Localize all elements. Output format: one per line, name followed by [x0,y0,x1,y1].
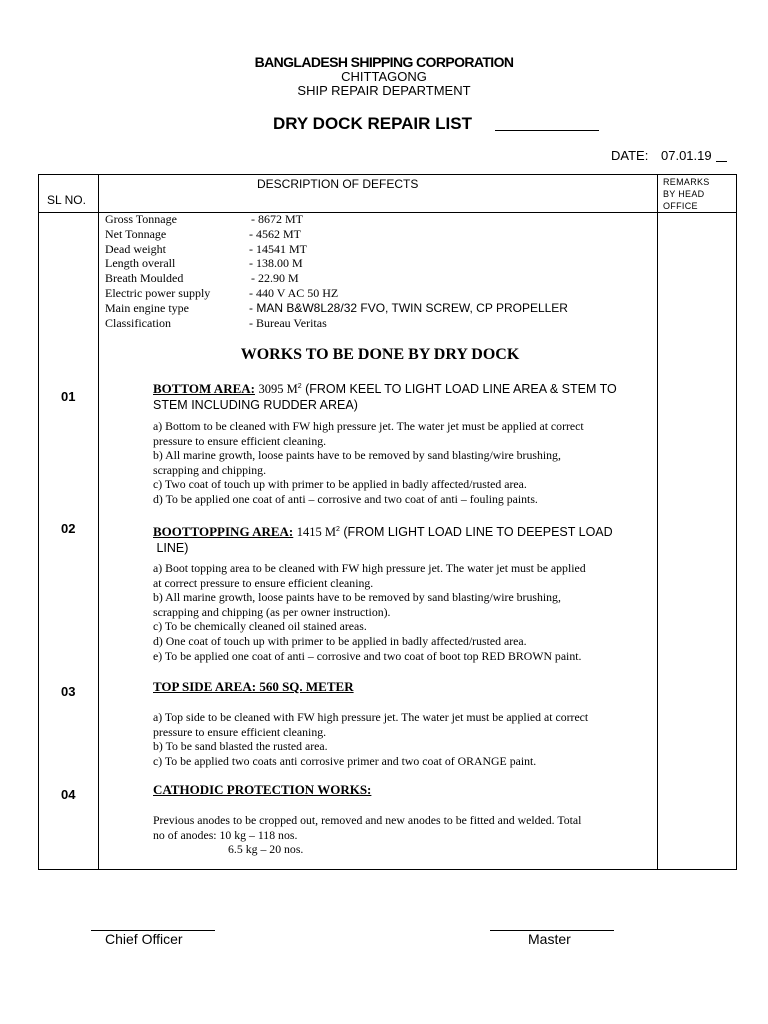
spec-value: - 22.90 M [251,271,299,285]
section-area: 3095 M [258,382,298,397]
spec-value: - Bureau Veritas [249,316,327,330]
body-line: scrapping and chipping (as per owner instruction). [153,604,391,619]
spec-label: Main engine type [105,301,189,315]
section-heading-rest: STEM INCLUDING RUDDER AREA) [153,398,358,413]
document-title: DRY DOCK REPAIR LIST [273,114,472,133]
serial-number: 03 [61,684,76,699]
section-heading [153,379,617,413]
body-line: d) To be applied one coat of anti – corrosive and two coat of anti – fouling paints. [153,491,538,506]
sl-no-header: SL NO. [47,193,86,207]
body-line: scrapping and chipping. [153,462,267,477]
spec-value: - 440 V AC 50 HZ [249,286,339,300]
remarks-header [663,176,723,212]
section-body [153,813,653,857]
date-value: 07.01.19 [661,148,712,163]
date-label: DATE: [611,148,649,163]
body-line: e) To be applied one coat of anti – corrosive and two coat of boot top RED BROWN paint. [153,648,582,663]
body-line: a) Boot topping area to be cleaned with FW high pressure jet. The water jet must be applied [153,561,586,575]
body-line: Previous anodes to be cropped out, removed and new anodes to be fitted and welded. Total [153,813,582,827]
remarks-header-text: REMARKS BY HEAD OFFICE [663,177,710,211]
spec-label: Net Tonnage [105,227,167,241]
spec-value: - 138.00 M [249,256,303,270]
section-heading [153,522,613,556]
area-exponent: 2 [297,383,302,390]
spec-label: Gross Tonnage [105,212,177,226]
body-line: a) Top side to be cleaned with FW high pressure jet. The water jet must be applied at correct [153,710,589,724]
spec-label: Length overall [105,256,176,270]
column-divider [657,175,658,869]
section-area: 1415 M [296,525,336,540]
spec-label: Classification [105,316,171,330]
spec-value: - 14541 MT [249,242,307,256]
section-heading: CATHODIC PROTECTION WORKS: [153,782,372,797]
body-line: b) To be sand blasted the rusted area. [153,739,328,754]
section-body [153,710,653,768]
section-body [153,419,653,507]
spec-value: - MAN B&W8L28/32 FVO, TWIN SCREW, CP PROPELLER [249,301,568,315]
body-line: c) To be chemically cleaned oil stained areas. [153,619,367,634]
serial-number: 02 [61,521,76,536]
body-line: at correct pressure to ensure efficient cleaning. [153,575,374,590]
spec-label: Breath Moulded [105,271,184,285]
date-underline [716,161,727,162]
spec-value: - 4562 MT [249,227,301,241]
body-line: 6.5 kg – 20 nos. [228,842,304,857]
spec-label: Dead weight [105,242,166,256]
body-line: pressure to ensure efficient cleaning. [153,433,327,448]
section-heading: TOP SIDE AREA: 560 SQ. METER [153,679,354,694]
area-exponent: 2 [336,526,340,533]
description-header: DESCRIPTION OF DEFECTS [257,177,419,191]
spec-label: Electric power supply [105,286,211,300]
city-name: CHITTAGONG [341,69,427,84]
section-heading-rest: LINE) [153,541,189,556]
organization-name: BANGLADESH SHIPPING CORPORATION [254,54,514,70]
section-heading-label: BOOTTOPPING AREA: [153,524,294,540]
works-title: WORKS TO BE DONE BY DRY DOCK [240,346,520,363]
section-body [153,561,653,663]
serial-number: 01 [61,389,76,404]
title-underline [495,130,599,131]
body-line: c) Two coat of touch up with primer to be applied in badly affected/rusted area. [153,477,527,492]
section-heading-label: BOTTOM AREA: [153,381,255,397]
body-line: pressure to ensure efficient cleaning. [153,724,327,739]
body-line: b) All marine growth, loose paints have to be removed by sand blasting/wire brushing, [153,590,561,605]
body-line: a) Bottom to be cleaned with FW high pressure jet. The water jet must be applied at correct [153,419,584,433]
spec-value: - 8672 MT [251,212,303,226]
body-line: b) All marine growth, loose paints have to be removed by sand blasting/wire brushing, [153,448,561,463]
master-signature: Master [528,931,571,947]
section-heading-rest: (FROM LIGHT LOAD LINE TO DEEPEST LOAD [343,525,613,540]
body-line: no of anodes: 10 kg – 118 nos. [153,827,298,842]
column-divider [98,175,99,869]
section-heading-rest: (FROM KEEL TO LIGHT LOAD LINE AREA & STEM TO [305,382,617,397]
serial-number: 04 [61,787,76,802]
body-line: c) To be applied two coats anti corrosive primer and two coat of ORANGE paint. [153,753,537,768]
body-line: d) One coat of touch up with primer to be applied in badly affected/rusted area. [153,633,527,648]
chief-officer-signature: Chief Officer [105,931,183,947]
department-name: SHIP REPAIR DEPARTMENT [297,83,471,98]
